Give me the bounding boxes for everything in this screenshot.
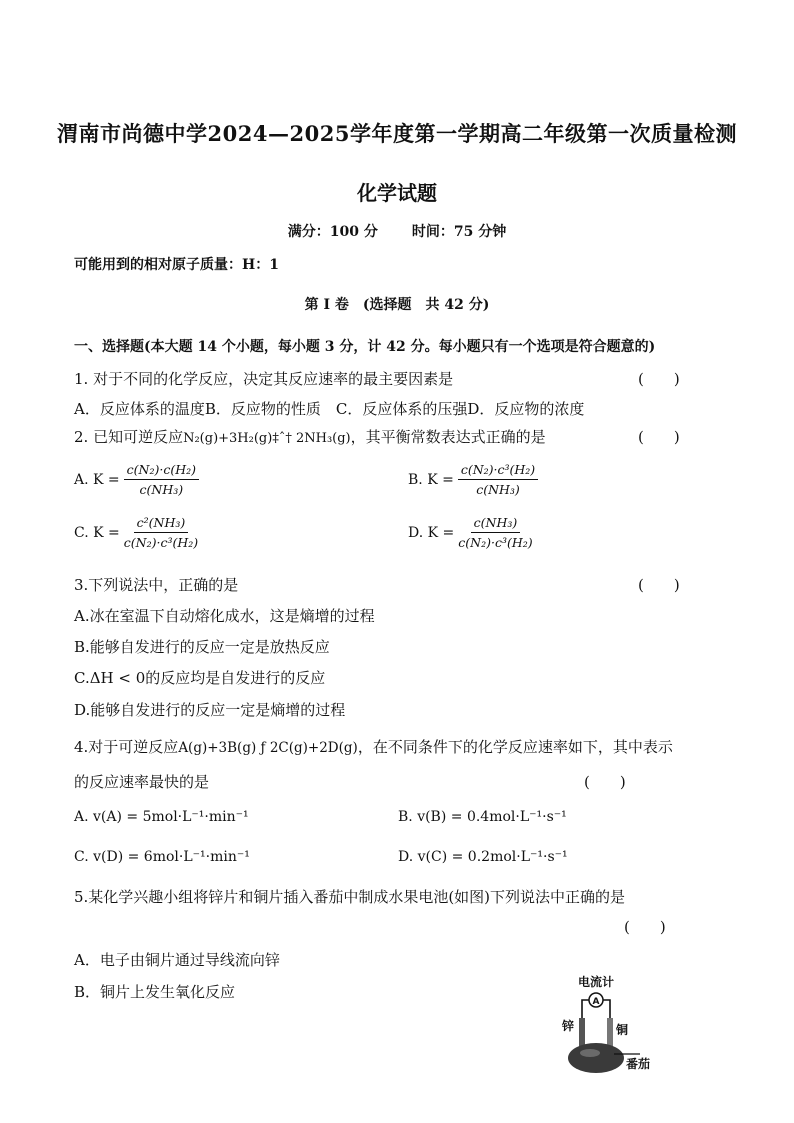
- full-score: 满分：100 分: [287, 224, 378, 240]
- q1-stem: 1. 对于不同的化学反应，决定其反应速率的最主要因素是: [74, 370, 454, 388]
- q5-option-a: A．电子由铜片通过导线流向锌: [74, 951, 280, 969]
- q5-answer-paren: ( ): [624, 918, 666, 936]
- q5-option-b: B．铜片上发生氧化反应: [74, 983, 236, 1001]
- q2-option-d-denominator: c(N₂)·c³(H₂): [458, 535, 533, 550]
- q2-option-d-label: D. K =: [408, 524, 455, 541]
- q4-stem-suffix: ，在不同条件下的化学反应速率如下，其中表示: [357, 738, 673, 756]
- q2-option-b: [408, 462, 538, 497]
- volume-heading: 第 I 卷 (选择题 共 42 分): [304, 297, 490, 313]
- tomato-highlight: [580, 1049, 600, 1057]
- q3-option-c: C.ΔH < 0的反应均是自发进行的反应: [74, 669, 326, 687]
- copper-plate: [607, 1018, 613, 1048]
- q1-answer-paren: ( ): [638, 370, 680, 388]
- q4-option-d: D. v(C) = 0.2mol·L⁻¹·s⁻¹: [398, 849, 568, 865]
- q2-answer-paren: ( ): [638, 428, 680, 446]
- q4-reaction: A(g)+3B(g) ƒ 2C(g)+2D(g): [178, 740, 358, 756]
- atomic-mass-note: 可能用到的相对原子质量：H：1: [74, 257, 279, 273]
- fruit-battery-figure: [548, 970, 668, 1080]
- exam-meta: [0, 221, 794, 241]
- meter-label: 电流计: [578, 975, 615, 989]
- q3-option-d: D.能够自发进行的反应一定是熵增的过程: [74, 701, 346, 719]
- q3-stem: 3.下列说法中，正确的是: [74, 576, 239, 594]
- q4-option-a: A. v(A) = 5mol·L⁻¹·min⁻¹: [74, 809, 249, 825]
- exam-time: 时间：75 分钟: [411, 224, 507, 240]
- zinc-label: 锌: [562, 1019, 575, 1033]
- q2-option-b-numerator: c(N₂)·c³(H₂): [458, 462, 538, 480]
- q3-option-b: B.能够自发进行的反应一定是放热反应: [74, 638, 330, 656]
- q2-option-d: [408, 515, 533, 550]
- q2-option-c-label: C. K =: [74, 524, 120, 541]
- q2-option-c-numerator: c²(NH₃): [134, 515, 189, 533]
- zinc-plate: [579, 1018, 585, 1048]
- q2-stem: [74, 426, 546, 447]
- q2-option-b-denominator: c(NH₃): [476, 482, 520, 497]
- exam-title: 渭南市尚德中学2024—2025学年度第一学期高二年级第一次质量检测: [57, 121, 737, 146]
- q1-options: A．反应体系的温度B．反应物的性质 C．反应体系的压强D．反应物的浓度: [74, 400, 585, 418]
- q2-stem-prefix: 2. 已知可逆反应: [74, 428, 184, 446]
- q5-stem: 5.某化学兴趣小组将锌片和铜片插入番茄中制成水果电池(如图)下列说法中正确的是: [74, 888, 626, 906]
- ammeter-symbol: A: [592, 997, 600, 1007]
- q3-option-a: A.冰在室温下自动熔化成水，这是熵增的过程: [74, 607, 375, 625]
- q2-option-b-label: B. K =: [408, 471, 454, 488]
- q4-answer-paren: ( ): [584, 773, 626, 791]
- q2-option-a: [74, 462, 199, 497]
- tomato-label: 番茄: [626, 1057, 651, 1071]
- q2-option-c: [74, 515, 198, 550]
- copper-label: 铜: [616, 1023, 629, 1037]
- q2-reaction: N₂(g)+3H₂(g)‡ˆ† 2NH₃(g): [183, 431, 351, 446]
- section-heading: 一、选择题(本大题 14 个小题，每小题 3 分，计 42 分。每小题只有一个选项是符合题意的): [74, 339, 656, 355]
- q4-option-b: B. v(B) = 0.4mol·L⁻¹·s⁻¹: [398, 809, 567, 825]
- q2-option-d-numerator: c(NH₃): [471, 515, 521, 533]
- q4-stem: [74, 736, 673, 757]
- q2-option-a-denominator: c(NH₃): [139, 482, 184, 497]
- q4-option-c: C. v(D) = 6mol·L⁻¹·min⁻¹: [74, 849, 250, 865]
- q2-option-a-label: A. K =: [74, 471, 120, 488]
- q3-answer-paren: ( ): [638, 576, 680, 594]
- tomato-icon: [568, 1043, 624, 1073]
- q2-option-a-numerator: c(N₂)·c(H₂): [124, 462, 199, 480]
- q4-stem-prefix: 4.对于可逆反应: [74, 738, 179, 756]
- exam-subtitle: 化学试题: [357, 181, 437, 205]
- q2-option-c-denominator: c(N₂)·c³(H₂): [123, 535, 199, 550]
- q2-stem-suffix: ，其平衡常数表达式正确的是: [350, 428, 546, 446]
- q4-stem-line2: 的反应速率最快的是: [74, 773, 210, 791]
